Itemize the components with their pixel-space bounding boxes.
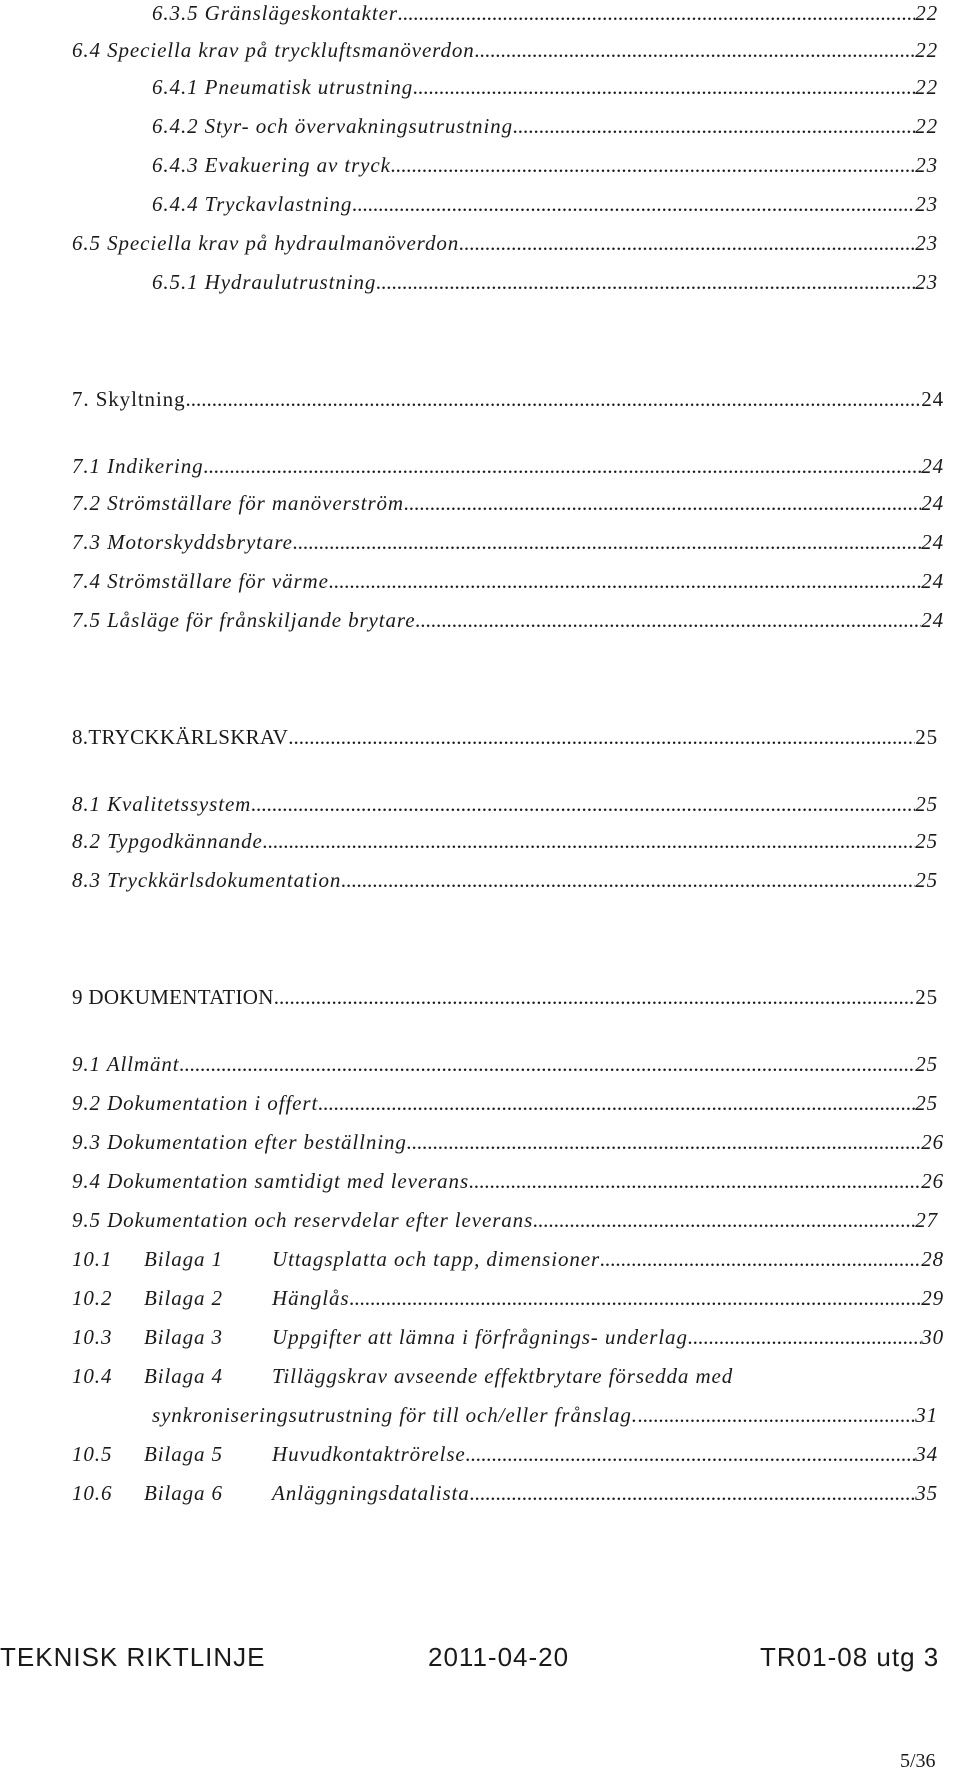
toc-leader-dots (638, 1400, 915, 1430)
toc-leader-dots (459, 228, 915, 258)
toc-entry-label: 6.3.5 Gränslägeskontakter (152, 1, 398, 25)
toc-annex-label (72, 1478, 470, 1508)
toc-entry-6-5[interactable] (72, 228, 938, 258)
annex-name: Bilaga 3 (144, 1325, 223, 1349)
annex-name: Bilaga 6 (144, 1481, 223, 1505)
toc-leader-dots (470, 1478, 916, 1508)
page-number: 5/36 (900, 1750, 936, 1772)
annex-number: 10.1 (72, 1247, 113, 1271)
toc-leader-dots (185, 384, 921, 414)
toc-annex-label (72, 1283, 349, 1313)
toc-entry-8-1[interactable] (72, 789, 938, 819)
toc-page-number: 25 (915, 792, 938, 816)
toc-entry-label: 6.4 Speciella krav på tryckluftsmanöverdon (72, 38, 475, 62)
toc-entry-9-2[interactable] (72, 1088, 938, 1118)
toc-entry-9-3[interactable] (72, 1127, 944, 1157)
toc-leader-dots (466, 1439, 916, 1469)
toc-annex-label (72, 1439, 466, 1469)
toc-leader-dots (475, 35, 916, 65)
toc-entry-label: 9.5 Dokumentation och reservdelar efter leverans (72, 1208, 534, 1232)
toc-annex-10-3[interactable] (72, 1322, 944, 1352)
toc-page-number: 22 (915, 75, 938, 99)
toc-page-number: 22 (915, 114, 938, 138)
toc-annex-10-6[interactable] (72, 1478, 938, 1508)
toc-entry-label: 6.4.4 Tryckavlastning (152, 192, 353, 216)
toc-entry-8-2[interactable] (72, 826, 938, 856)
toc-page-number: 25 (915, 985, 938, 1009)
annex-number: 10.2 (72, 1286, 113, 1310)
toc-page-number: 23 (915, 153, 938, 177)
page-footer (0, 1642, 960, 1678)
toc-page-number: 25 (915, 1052, 938, 1076)
toc-leader-dots (251, 789, 915, 819)
annex-title: Uttagsplatta och tapp, dimensioner (272, 1247, 601, 1271)
toc-entry-label: 7. Skyltning (72, 387, 186, 411)
toc-annex-10-4[interactable] (72, 1361, 938, 1391)
footer-document-id: TR01-08 utg 3 (760, 1642, 940, 1672)
annex-number: 10.5 (72, 1442, 113, 1466)
toc-entry-6-4-4[interactable] (152, 189, 938, 219)
toc-entry-label: 8.2 Typgodkännande (72, 829, 263, 853)
toc-leader-dots (352, 189, 915, 219)
toc-entry-8[interactable] (72, 722, 938, 752)
toc-leader-dots (513, 111, 915, 141)
annex-name: Bilaga 2 (144, 1286, 223, 1310)
toc-page-number: 30 (921, 1325, 944, 1349)
toc-annex-10-1[interactable] (72, 1244, 944, 1274)
toc-leader-dots (341, 865, 915, 895)
toc-page-number: 24 (921, 454, 944, 478)
toc-page-number: 31 (915, 1403, 938, 1427)
toc-leader-dots (204, 451, 922, 481)
toc-entry-6-4-2[interactable] (152, 111, 938, 141)
toc-entry-label: 8.3 Tryckkärlsdokumentation (72, 868, 342, 892)
toc-entry-label: 9 DOKUMENTATION (72, 985, 274, 1009)
toc-annex-10-4-continuation[interactable] (152, 1400, 938, 1430)
toc-page-number: 26 (921, 1169, 944, 1193)
annex-title: Hänglås (272, 1286, 350, 1310)
toc-page-number: 22 (915, 38, 938, 62)
toc-page-number: 26 (921, 1130, 944, 1154)
toc-entry-label: 8.1 Kvalitetssystem (72, 792, 252, 816)
toc-page-number: 34 (915, 1442, 938, 1466)
toc-page-number: 24 (921, 491, 944, 515)
toc-leader-dots (398, 0, 915, 28)
toc-page-number: 23 (915, 270, 938, 294)
toc-entry-label: 9.2 Dokumentation i offert (72, 1091, 319, 1115)
annex-number: 10.4 (72, 1364, 113, 1388)
toc-entry-label: 8.TRYCKKÄRLSKRAV (72, 725, 289, 749)
toc-entry-6-4-3[interactable] (152, 150, 938, 180)
toc-page-number: 24 (921, 530, 944, 554)
toc-leader-dots (688, 1322, 921, 1352)
toc-entry-9-5[interactable] (72, 1205, 938, 1235)
toc-leader-dots (413, 72, 915, 102)
annex-title: Huvudkontaktrörelse (272, 1442, 466, 1466)
toc-entry-9[interactable] (72, 982, 938, 1012)
toc-page-number: 35 (915, 1481, 938, 1505)
toc-entry-label: 9.4 Dokumentation samtidigt med leverans (72, 1169, 470, 1193)
toc-leader-dots (274, 982, 915, 1012)
toc-entry-label: 7.4 Strömställare för värme (72, 569, 329, 593)
toc-leader-dots (318, 1088, 915, 1118)
toc-page-number: 27 (915, 1208, 938, 1232)
toc-page-number: 25 (915, 829, 938, 853)
toc-entry-7-5[interactable] (72, 605, 944, 635)
toc-entry-label: 6.4.1 Pneumatisk utrustning (152, 75, 414, 99)
toc-leader-dots (415, 605, 921, 635)
toc-leader-dots (288, 722, 915, 752)
toc-entry-label: 7.1 Indikering (72, 454, 204, 478)
toc-entry-label: 9.1 Allmänt (72, 1052, 180, 1076)
annex-title: Anläggningsdatalista (272, 1481, 470, 1505)
toc-entry-label: 7.2 Strömställare för manöverström (72, 491, 404, 515)
toc-leader-dots (600, 1244, 921, 1274)
toc-entry-label: 6.5 Speciella krav på hydraulmanöverdon (72, 231, 460, 255)
toc-page-number: 24 (921, 608, 944, 632)
toc-annex-label (72, 1361, 733, 1391)
toc-leader-dots (329, 566, 921, 596)
toc-entry-8-3[interactable] (72, 865, 938, 895)
toc-leader-dots (469, 1166, 921, 1196)
footer-date: 2011-04-20 (428, 1642, 570, 1672)
toc-entry-7-2[interactable] (72, 488, 944, 518)
toc-entry-9-4[interactable] (72, 1166, 944, 1196)
toc-entry-6-4-1[interactable] (152, 72, 938, 102)
toc-entry-7[interactable] (72, 384, 944, 414)
toc-page-number: 25 (915, 725, 938, 749)
annex-number: 10.6 (72, 1481, 113, 1505)
toc-entry-6-3-5[interactable] (152, 0, 938, 28)
annex-name: Bilaga 1 (144, 1247, 223, 1271)
toc-entry-7-3[interactable] (72, 527, 944, 557)
toc-entry-label: 7.5 Låsläge för frånskiljande brytare (72, 608, 416, 632)
toc-page-number: 28 (921, 1247, 944, 1271)
toc-page-number: 29 (921, 1286, 944, 1310)
toc-annex-10-2[interactable] (72, 1283, 944, 1313)
toc-entry-label: 6.5.1 Hydraulutrustning (152, 270, 377, 294)
toc-leader-dots (349, 1283, 921, 1313)
toc-annex-label (72, 1322, 688, 1352)
footer-document-type: TEKNISK RIKTLINJE (0, 1642, 266, 1672)
toc-leader-dots (391, 150, 915, 180)
toc-leader-dots (533, 1205, 915, 1235)
toc-entry-label: 7.3 Motorskyddsbrytare (72, 530, 293, 554)
toc-leader-dots (404, 488, 921, 518)
toc-entry-label: 9.3 Dokumentation efter beställning (72, 1130, 407, 1154)
toc-entry-6-4[interactable] (72, 35, 938, 65)
toc-page-number: 24 (921, 387, 944, 411)
toc-page-number: 25 (915, 1091, 938, 1115)
annex-title-continuation: synkroniseringsutrustning för till och/eller frånslag. (152, 1403, 638, 1427)
toc-annex-10-5[interactable] (72, 1439, 938, 1469)
toc-page-number: 22 (915, 1, 938, 25)
toc-entry-9-1[interactable] (72, 1049, 938, 1079)
toc-leader-dots (263, 826, 915, 856)
toc-annex-label (72, 1244, 600, 1274)
toc-leader-dots (407, 1127, 921, 1157)
toc-leader-dots (376, 267, 915, 297)
toc-page-number: 24 (921, 569, 944, 593)
toc-entry-7-4[interactable] (72, 566, 944, 596)
toc-entry-7-1[interactable] (72, 451, 944, 481)
toc-entry-label: 6.4.2 Styr- och övervakningsutrustning (152, 114, 513, 138)
toc-page-number: 25 (915, 868, 938, 892)
toc-entry-label: 6.4.3 Evakuering av tryck (152, 153, 391, 177)
toc-page-number: 23 (915, 231, 938, 255)
toc-page-number: 23 (915, 192, 938, 216)
annex-title: Tilläggskrav avseende effektbrytare försedda med (272, 1364, 734, 1388)
toc-entry-6-5-1[interactable] (152, 267, 938, 297)
annex-title: Uppgifter att lämna i förfrågnings- underlag (272, 1325, 688, 1349)
toc-leader-dots (293, 527, 921, 557)
annex-name: Bilaga 5 (144, 1442, 223, 1466)
annex-number: 10.3 (72, 1325, 113, 1349)
toc-leader-dots (180, 1049, 916, 1079)
annex-name: Bilaga 4 (144, 1364, 223, 1388)
